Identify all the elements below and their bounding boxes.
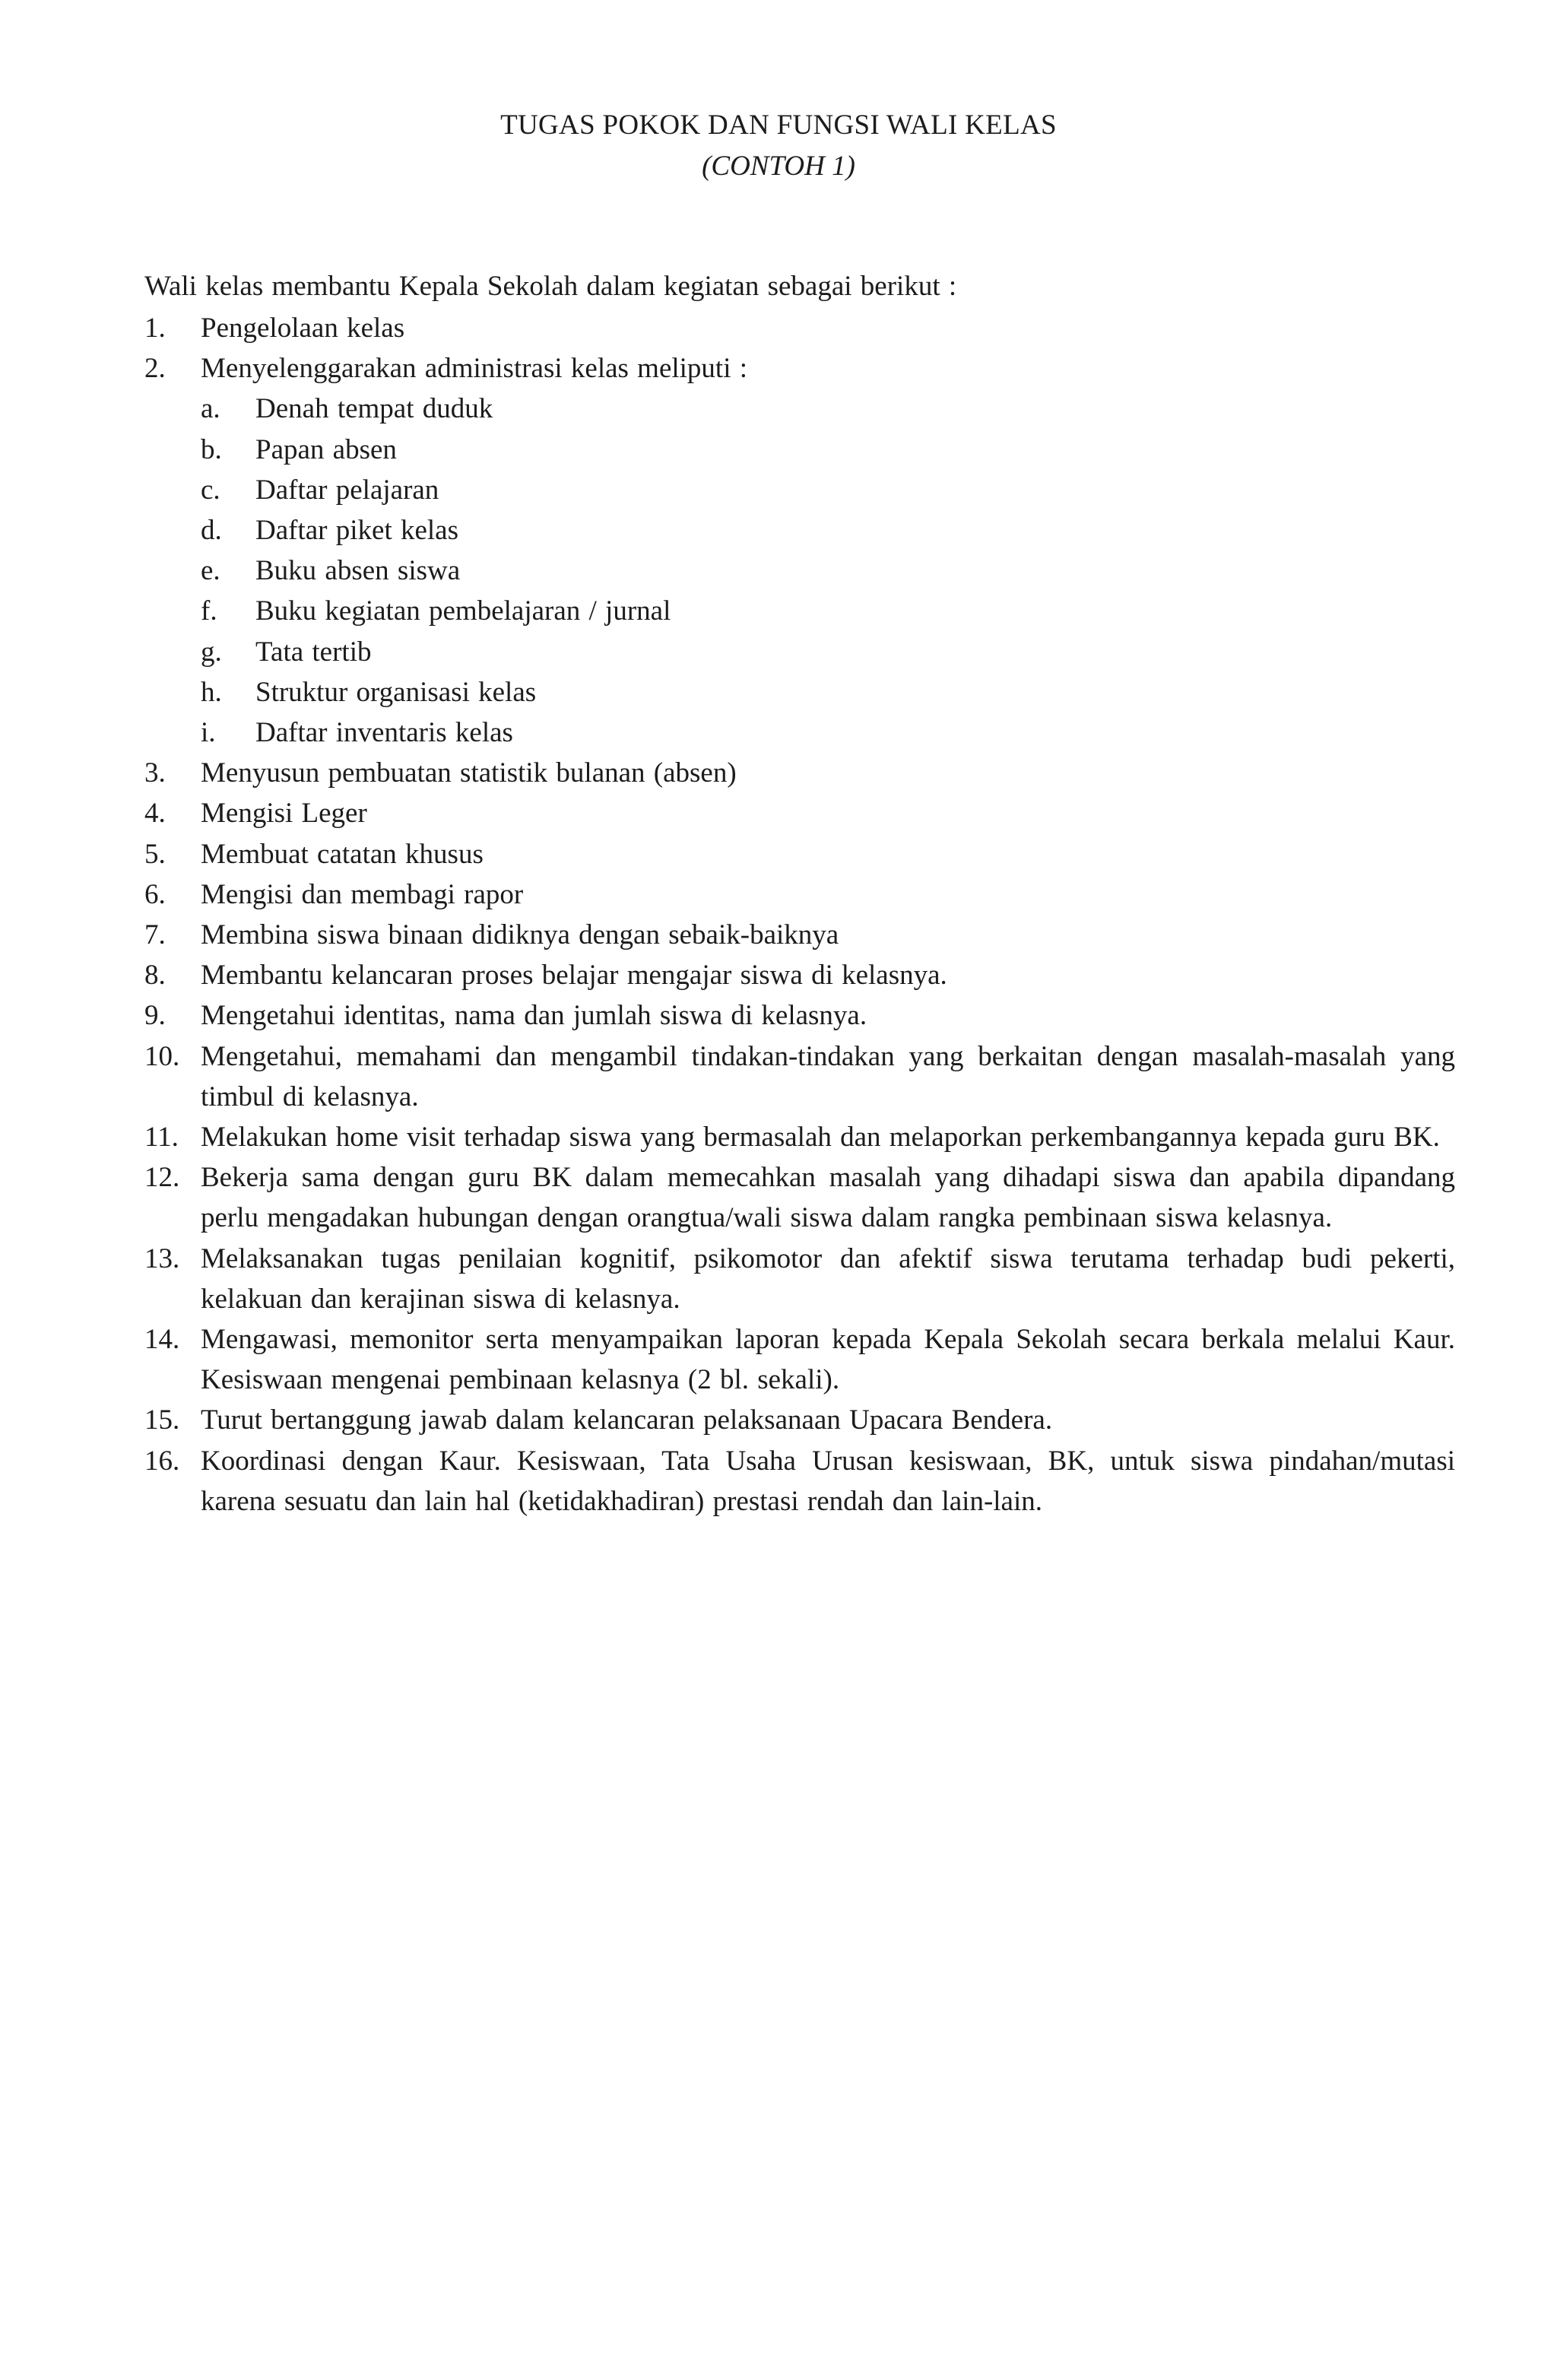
- item-number: 11.: [144, 1122, 179, 1154]
- item-number: 4.: [144, 798, 166, 830]
- subitem-letter: a.: [201, 393, 220, 425]
- subitem-text: Buku kegiatan pembelajaran / jurnal: [255, 595, 671, 627]
- subitem-text: Struktur organisasi kelas: [255, 676, 537, 708]
- sublist-item: [201, 551, 1455, 591]
- item-number: 8.: [144, 960, 166, 992]
- list-item: [144, 1117, 1455, 1157]
- subitem-text: Daftar piket kelas: [255, 515, 458, 547]
- subitem-letter: i.: [201, 717, 216, 749]
- subitem-text: Papan absen: [255, 433, 397, 465]
- item-number: 1.: [144, 313, 166, 344]
- item-text: Mengetahui identitas, nama dan jumlah siswa di kelasnya.: [201, 1000, 867, 1032]
- sublist-item: [201, 470, 1455, 510]
- sublist-item: [201, 712, 1455, 753]
- item-text: Mengisi Leger: [201, 798, 367, 830]
- item-number: 12.: [144, 1162, 180, 1194]
- document-subtitle: (CONTOH 1): [702, 151, 855, 182]
- administration-sublist: [201, 389, 1455, 753]
- list-item: [144, 915, 1455, 955]
- list-item: [144, 1400, 1455, 1440]
- subitem-text: Tata tertib: [255, 636, 372, 668]
- item-number: 9.: [144, 1000, 166, 1032]
- list-item: [144, 1441, 1455, 1522]
- subitem-text: Daftar pelajaran: [255, 474, 439, 506]
- item-number: 6.: [144, 878, 166, 910]
- sublist-item: [201, 389, 1455, 429]
- subitem-text: Daftar inventaris kelas: [255, 717, 513, 749]
- subitem-text: Buku absen siswa: [255, 555, 461, 587]
- item-text: Menyusun pembuatan statistik bulanan (absen): [201, 757, 737, 789]
- list-item: [144, 348, 1455, 753]
- list-item: [144, 874, 1455, 915]
- list-item: [144, 1036, 1455, 1117]
- duty-list: [144, 308, 1455, 1522]
- intro-paragraph: Wali kelas membantu Kepala Sekolah dalam kegiatan sebagai berikut :: [144, 271, 957, 302]
- item-text: Membantu kelancaran proses belajar mengajar siswa di kelasnya.: [201, 960, 947, 992]
- subitem-text: Denah tempat duduk: [255, 393, 493, 425]
- subitem-letter: c.: [201, 474, 220, 506]
- subitem-letter: e.: [201, 555, 220, 587]
- item-text: Turut bertanggung jawab dalam kelancaran pelaksanaan Upacara Bendera.: [201, 1404, 1053, 1436]
- item-text: Melaksanakan tugas penilaian kognitif, psikomotor dan afektif siswa terutama terhadap budi pekerti, kelakuan dan kerajinan siswa di kelasnya.: [201, 1242, 1455, 1315]
- list-item: [144, 793, 1455, 833]
- subitem-letter: f.: [201, 595, 217, 627]
- item-text: Mengisi dan membagi rapor: [201, 878, 524, 910]
- list-item: [144, 955, 1455, 995]
- sublist-item: [201, 632, 1455, 672]
- list-item: [144, 1319, 1455, 1400]
- item-text: Membina siswa binaan didiknya dengan sebaik-baiknya: [201, 919, 839, 951]
- item-number: 16.: [144, 1445, 180, 1477]
- item-number: 5.: [144, 838, 166, 870]
- list-item: [144, 1157, 1455, 1238]
- item-text: Pengelolaan kelas: [201, 313, 405, 344]
- item-number: 14.: [144, 1324, 180, 1356]
- item-number: 13.: [144, 1242, 180, 1274]
- item-number: 7.: [144, 919, 166, 951]
- item-text: Bekerja sama dengan guru BK dalam memecahkan masalah yang dihadapi siswa dan apabila dipandang perlu mengadakan hubungan dengan orangtua/wali siswa dalam rangka pembinaan siswa kelasnya.: [201, 1162, 1455, 1234]
- document-title: TUGAS POKOK DAN FUNGSI WALI KELAS: [500, 109, 1057, 141]
- sublist-item: [201, 510, 1455, 551]
- list-item: [144, 753, 1455, 793]
- subitem-letter: g.: [201, 636, 222, 668]
- item-number: 10.: [144, 1040, 180, 1072]
- subitem-letter: h.: [201, 676, 222, 708]
- item-number: 3.: [144, 757, 166, 789]
- list-item: [144, 995, 1455, 1036]
- sublist-item: [201, 430, 1455, 470]
- subitem-letter: b.: [201, 433, 222, 465]
- list-item: [144, 1239, 1455, 1319]
- subitem-letter: d.: [201, 515, 222, 547]
- item-text: Melakukan home visit terhadap siswa yang bermasalah dan melaporkan perkembangannya kepada guru BK.: [201, 1122, 1440, 1154]
- item-text: Membuat catatan khusus: [201, 838, 484, 870]
- list-item: [144, 308, 1455, 348]
- item-text: Mengetahui, memahami dan mengambil tindakan-tindakan yang berkaitan dengan masalah-masalah yang timbul di kelasnya.: [201, 1040, 1455, 1112]
- sublist-item: [201, 591, 1455, 631]
- item-text: Mengawasi, memonitor serta menyampaikan laporan kepada Kepala Sekolah secara berkala melalui Kaur. Kesiswaan mengenai pembinaan kelasnya (2 bl. sekali).: [201, 1324, 1455, 1396]
- sublist-item: [201, 672, 1455, 712]
- item-number: 15.: [144, 1404, 180, 1436]
- item-text: Koordinasi dengan Kaur. Kesiswaan, Tata Usaha Urusan kesiswaan, BK, untuk siswa pindahan/mutasi karena sesuatu dan lain hal (ketidakhadiran) prestasi rendah dan lain-lain.: [201, 1445, 1455, 1517]
- item-number: 2.: [144, 353, 166, 385]
- list-item: [144, 834, 1455, 874]
- item-text: Menyelenggarakan administrasi kelas meliputi :: [201, 353, 748, 385]
